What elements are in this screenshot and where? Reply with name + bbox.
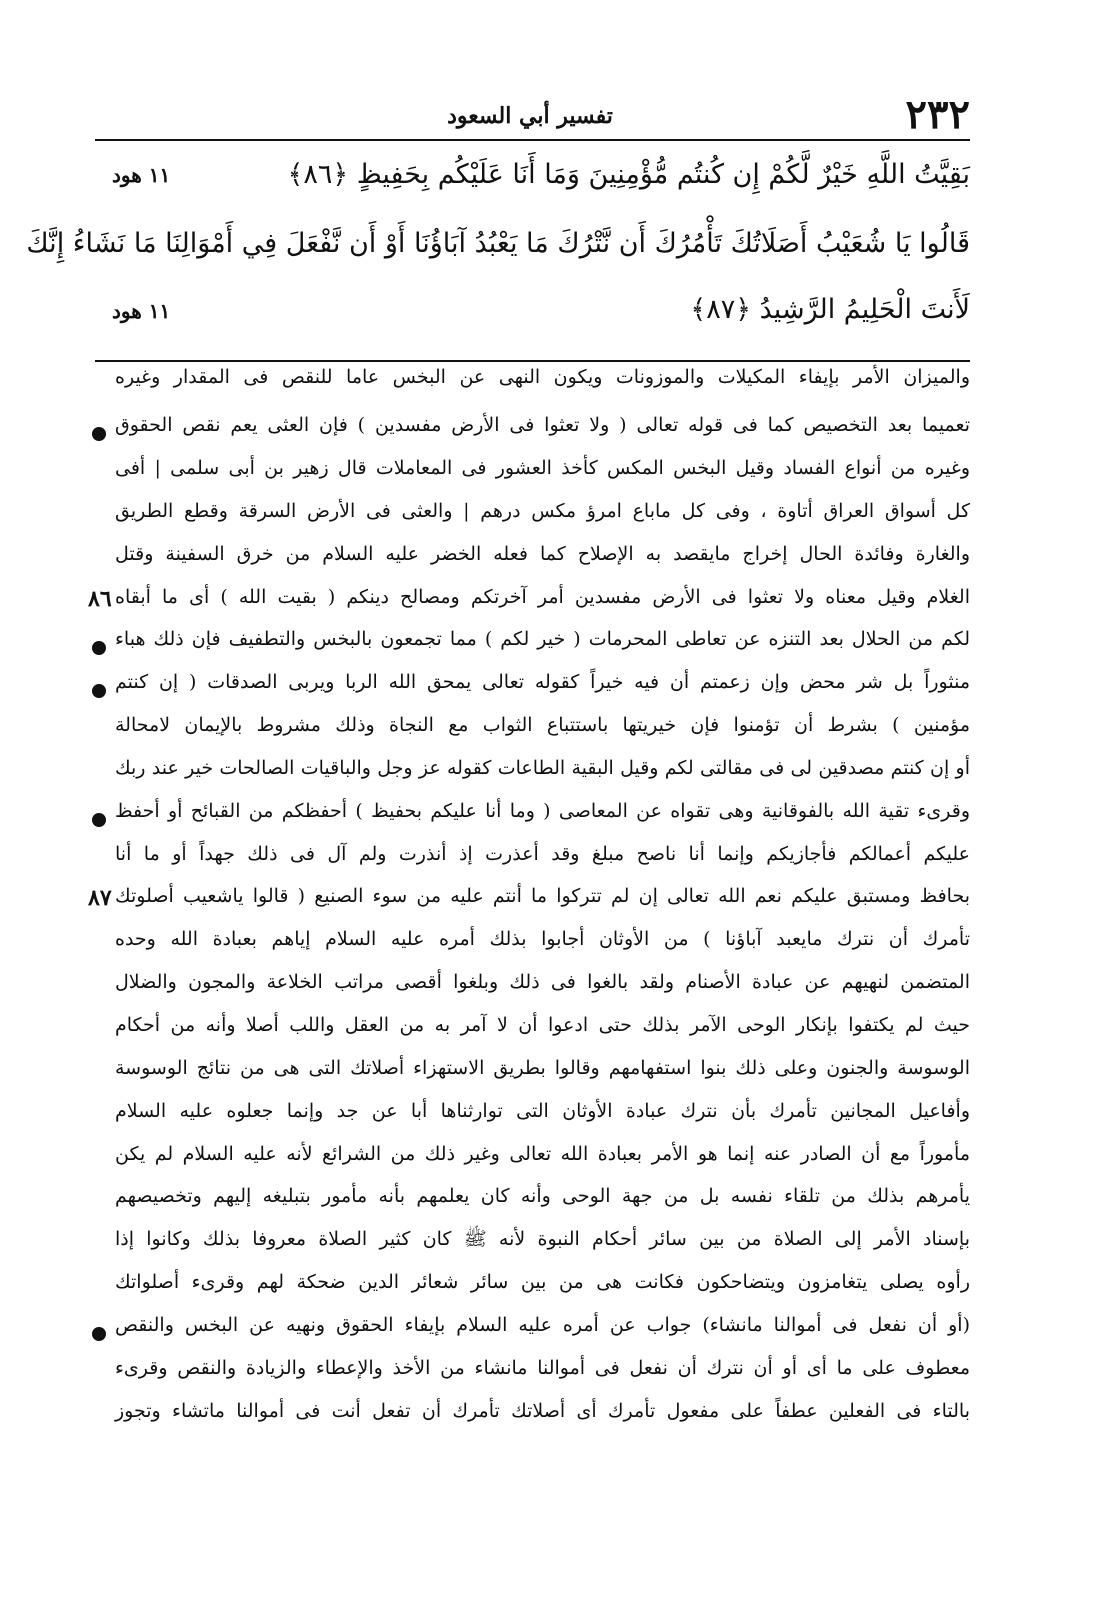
verse-line: بَقِيَّتُ اللَّهِ خَيْرٌ لَّكُمْ إِن كُنتُم مُّؤْمِنِينَ وَمَا أَنَا عَلَيْكُم بِحَفِيظٍ ﴿٨٦﴾ (287, 159, 970, 190)
commentary-line: والميزان الأمر بإيفاء المكيلات والموزونات ويكون النهى عن البخس عاما للنقص فى المقدار وغيره (115, 366, 970, 388)
page-header (90, 92, 970, 142)
verse-line: لَأَنتَ الْحَلِيمُ الرَّشِيدُ ﴿٨٧﴾ (690, 294, 970, 325)
margin-bullet (92, 813, 106, 827)
commentary-line: والغارة وفائدة الحال إخراج مايقصد به الإصلاح كما فعله الخضر عليه السلام من خرق السفينة وقتل (115, 543, 970, 565)
commentary-line: عليكم أعمالكم فأجازيكم وإنما أنا ناصح مبلغ وقد أعذرت إذ أنذرت ولم آل فى ذلك جهداً أو ما أنا (115, 843, 970, 865)
commentary-line: وغيره من أنواع الفساد وقيل البخس المكس كأخذ العشور فى المعاملات قال زهير بن أبى سلمى | أفى (115, 457, 970, 479)
margin-bullet (92, 427, 106, 441)
margin-bullet (92, 684, 106, 698)
margin-verse-number: ٨٦ (88, 586, 112, 612)
commentary-line: وقرىء تقية الله بالفوقانية وهى تقواه عن المعاصى ( وما أنا عليكم بحفيظ ) أحفظكم من القبائح أو أحفظ (115, 800, 970, 822)
commentary-line: وأفاعيل المجانين تأمرك بأن نترك عبادة الأوثان التى توارثناها أبا عن جد وإنما جعلوه عليه السلام (115, 1100, 970, 1122)
commentary-line: كل أسواق العراق أتاوة ، وفى كل ماباع امرؤ مكس درهم | والعثى فى الأرض السرقة وقطع الطريق (115, 500, 970, 522)
commentary-line: تعميما بعد التخصيص كما فى قوله تعالى ( ولا تعثوا فى الأرض مفسدين ) فإن العثى يعم نقص الحقوق (115, 414, 970, 436)
margin-bullet (92, 641, 106, 655)
commentary-line: حيث لم يكتفوا بإنكار الوحى الآمر بذلك حتى ادعوا أن لا آمر به من العقل واللب أصلا وأنه من أحكام (115, 1014, 970, 1036)
margin-bullet (92, 1327, 106, 1341)
commentary-line: بحافظ ومستبق عليكم نعم الله تعالى إن لم تتركوا ما أنتم عليه من سوء الصنيع ( قالوا ياشعيب أصلوتك (115, 885, 970, 907)
commentary-line: بإسناد الأمر إلى الصلاة من بين سائر أحكام النبوة لأنه ﷺ كان كثير الصلاة معروفا بذلك وكانوا إذا (115, 1228, 970, 1250)
commentary-line: معطوف على ما أى أو أن نترك أن نفعل فى أموالنا مانشاء من الأخذ والإعطاء والزيادة والنقص وقرىء (115, 1357, 970, 1379)
commentary-line: رأوه يصلى يتغامزون ويتضاحكون فكانت هى من بين سائر شعائر الدين ضحكة لهم وقرىء أصلواتك (115, 1271, 970, 1293)
commentary-line: الوسوسة والجنون وعلى ذلك بنوا استفهامهم وقالوا بطريق الاستهزاء أصلاتك التى هى من نتائج الوسوسة (115, 1057, 970, 1079)
commentary-line: المتضمن لنهيهم عن عبادة الأصنام ولقد بالغوا فى ذلك وبلغوا أقصى مراتب الخلاعة والمجون والضلال (115, 971, 970, 993)
margin-verse-number: ٨٧ (88, 885, 112, 911)
commentary-line: يأمرهم بذلك من تلقاء نفسه بل من جهة الوحى وأنه كان يعلمهم بأنه مأمور بتبليغه إليهم وتخصيصهم (115, 1185, 970, 1207)
commentary-line: منثوراً بل شر محض وإن زعمتم أن فيه خيراً كقوله تعالى يمحق الله الربا ويربى الصدقات ( إن كنتم (115, 671, 970, 693)
commentary-line: بالتاء فى الفعلين عطفاً على مفعول تأمرك أى أصلاتك تأمرك أن تفعل أنت فى أموالنا ماتشاء وتجوز (115, 1400, 970, 1422)
header-rule (95, 139, 970, 141)
verse-line: قَالُوا يَا شُعَيْبُ أَصَلَاتُكَ تَأْمُرُكَ أَن نَّتْرُكَ مَا يَعْبُدُ آبَاؤُنَا أَوْ أَن نَّفْعَلَ فِي أَمْوَالِنَا مَا نَشَاءُ إِنَّكَ (26, 228, 970, 259)
commentary-line: مأموراً مع أن الصادر عنه إنما هو الأمر بعبادة الله تعالى وغير ذلك من الشرائع لأنه عليه السلام لم يكن (115, 1143, 970, 1165)
verse-reference: ١١ هود (112, 163, 171, 187)
commentary-line: تأمرك أن نترك مايعبد آباؤنا ) من الأوثان أجابوا بذلك أمره عليه السلام إياهم بعبادة الله وحده (115, 928, 970, 950)
commentary-line: (أو أن نفعل فى أموالنا مانشاء) جواب عن أمره عليه السلام بإيفاء الحقوق ونهيه عن البخس والنقص (115, 1314, 970, 1336)
verse-reference: ١١ هود (112, 299, 171, 323)
commentary-line: لكم من الحلال بعد التنزه عن تعاطى المحرمات ( خير لكم ) مما تجمعون بالبخس والتطفيف فإن ذلك هباء (115, 628, 970, 650)
page-number: ٢٣٢ (905, 91, 970, 138)
commentary-line: أو إن كنتم مصدقين لى فى مقالتى لكم وقيل البقية الطاعات كقوله عز وجل والباقيات الصالحات خير عند ربك (115, 757, 970, 779)
section-rule (95, 360, 970, 362)
commentary-line: الغلام وقيل معناه ولا تعثوا فى الأرض مفسدين أمر آخرتكم ومصالح دينكم ( بقيت الله ) أى ما أبقاه (115, 586, 970, 608)
commentary-line: مؤمنين ) بشرط أن تؤمنوا فإن خيريتها باستتباع الثواب مع النجاة وذلك مشروط بالإيمان لامحالة (115, 714, 970, 736)
running-title: تفسير أبي السعود (447, 103, 613, 129)
